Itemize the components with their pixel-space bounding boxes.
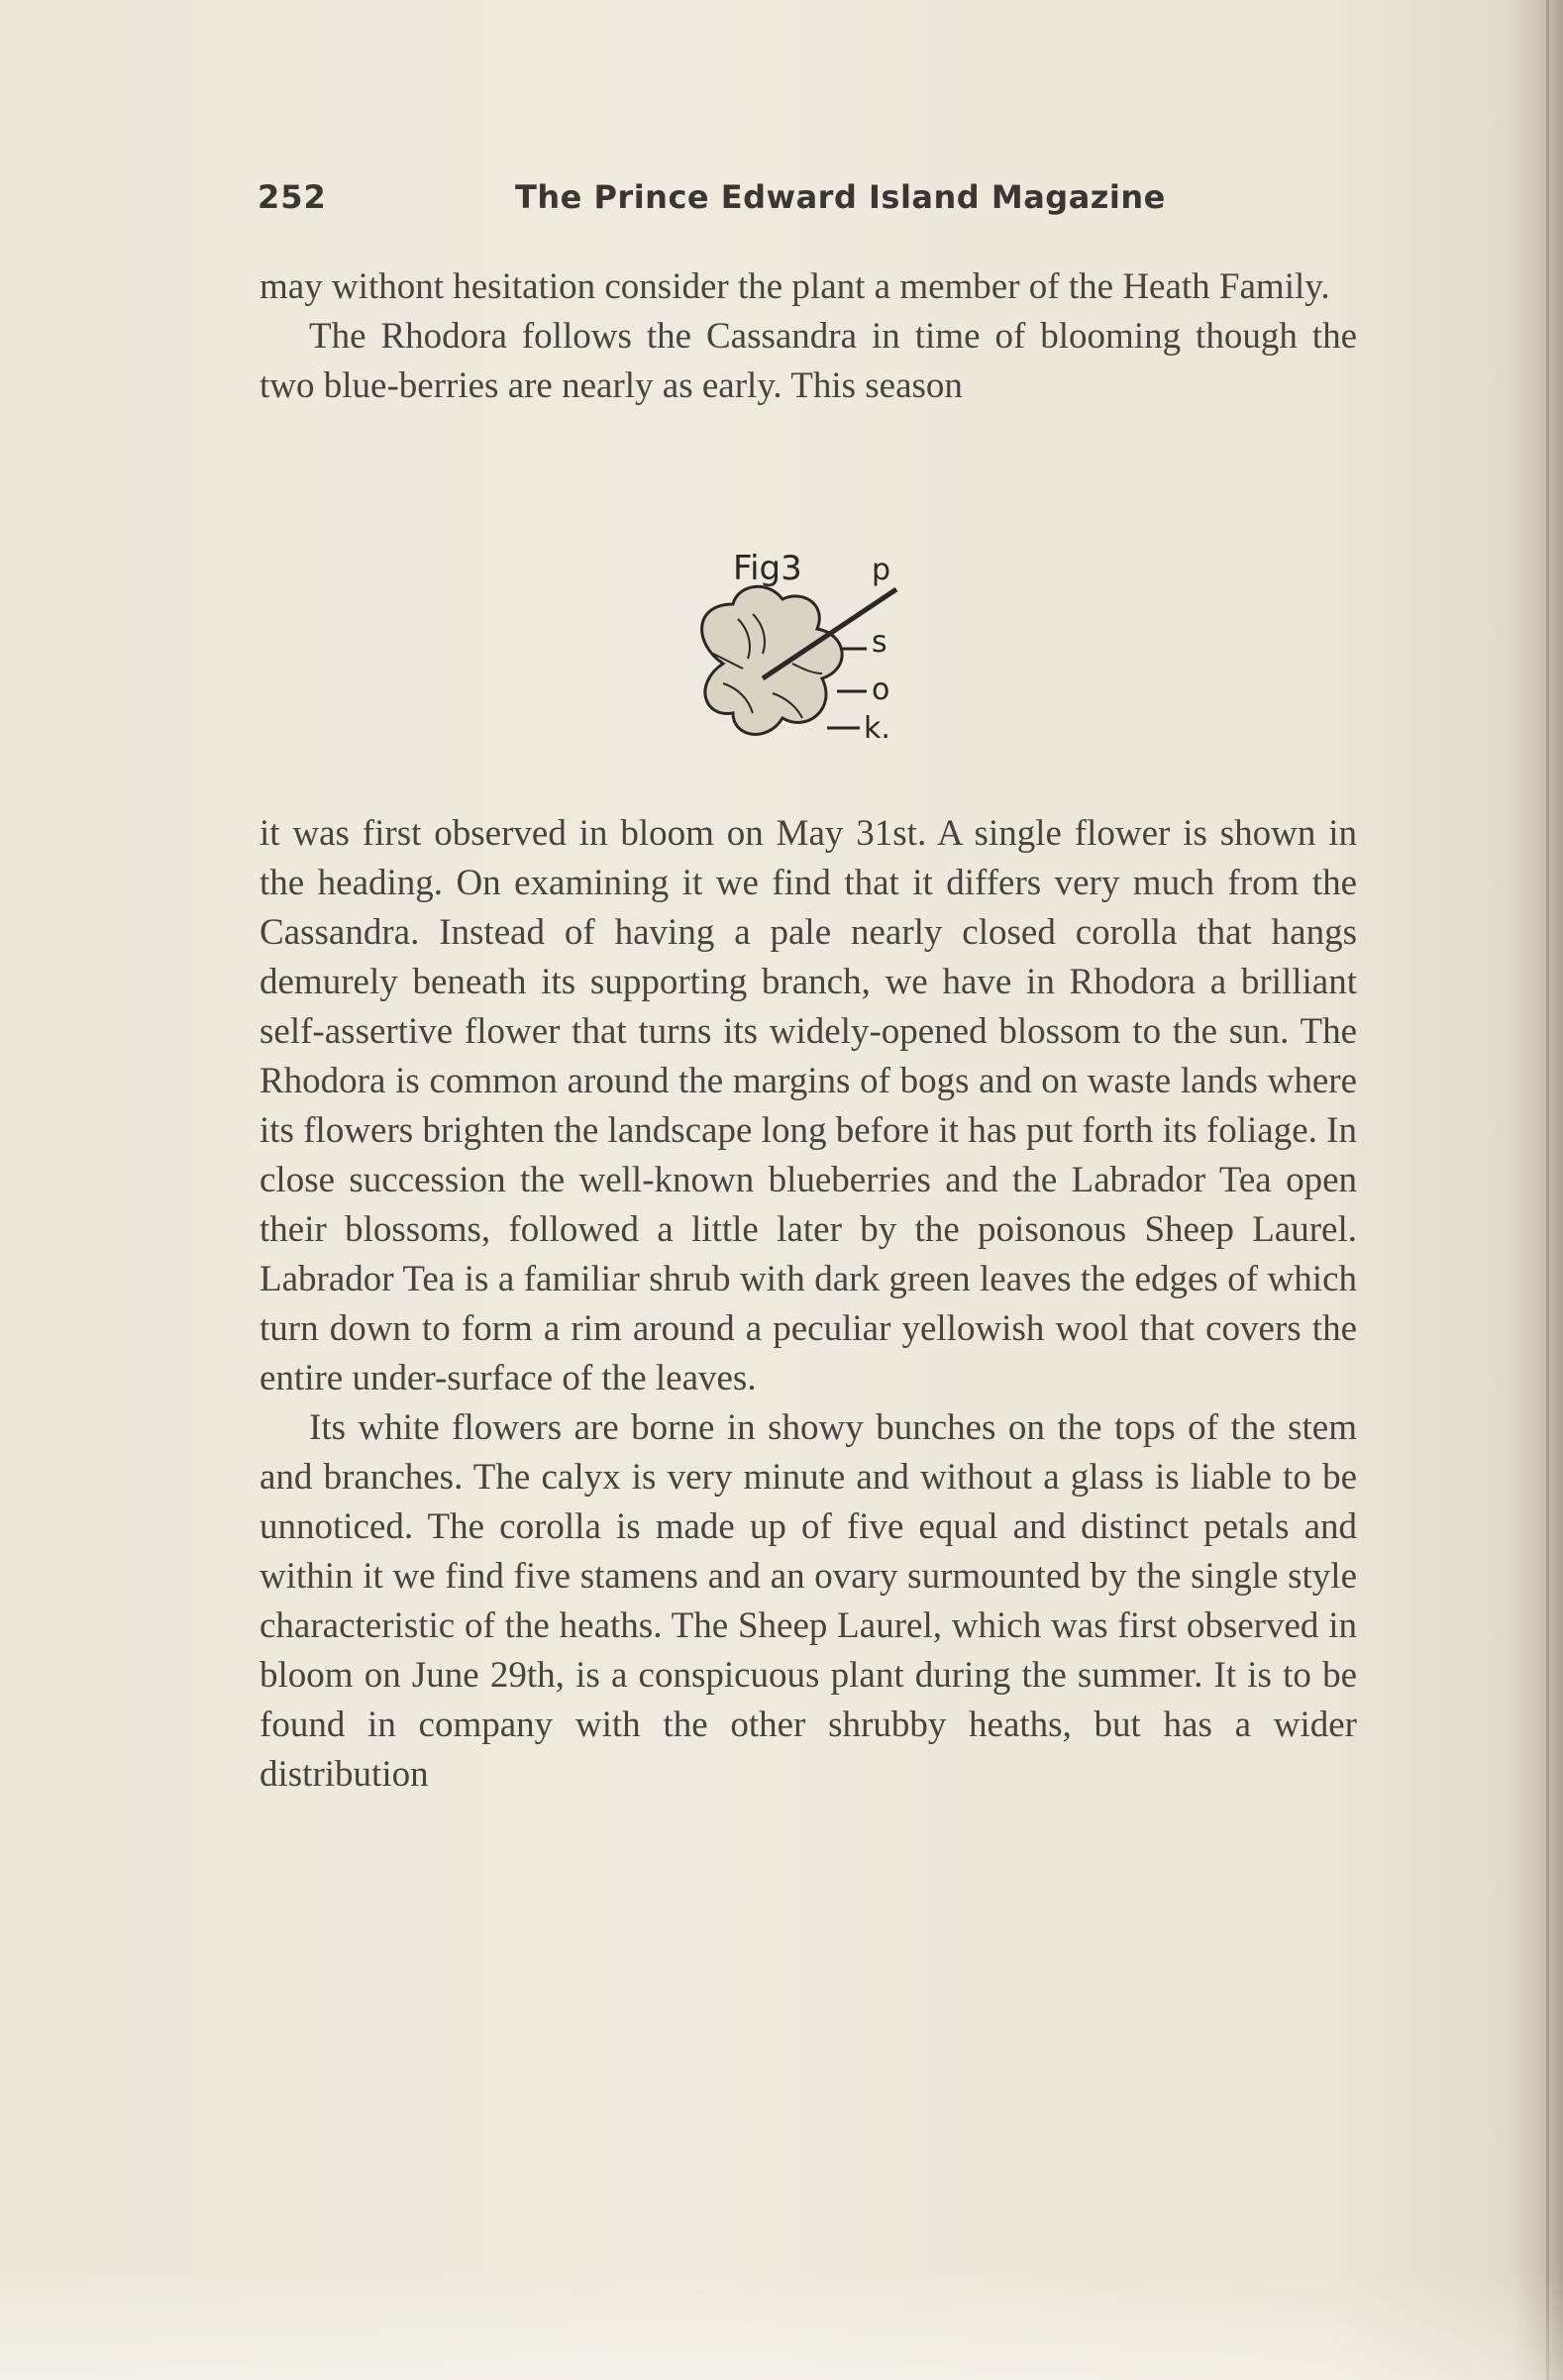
page-edge-shadow bbox=[1513, 0, 1563, 2380]
page-number: 252 bbox=[258, 178, 327, 216]
page-edge-line bbox=[1546, 0, 1549, 2380]
rhodora-flower-illustration bbox=[654, 535, 931, 773]
paragraph: Its white flowers are borne in showy bunches on the tops of the stem and branches. The calyx is very minute and without a glass is liable to be unnoticed. The corolla is made up of five equal and distinct petals and within it we find five stamens and an ovary surmounted by the single style characteristic of the heaths. The Sheep Laurel, which was first observed in bloom on June 29th, is a conspicuous plant during the summer. It is to be found in company with the other shrubby heaths, but has a wider distribution bbox=[260, 1407, 1357, 1795]
figure-label-o: o bbox=[872, 673, 890, 707]
paragraph: may withont hesitation consider the plant a member of the Heath Family. bbox=[260, 266, 1330, 307]
flower-petals bbox=[702, 586, 843, 734]
page-header bbox=[258, 178, 1357, 228]
text-block-bottom bbox=[260, 809, 1357, 1800]
paragraph: it was first observed in bloom on May 31st. A single flower is shown in the heading. On examining it we find that it differs very much from the Cassandra. Instead of having a pale nearly closed corolla that hangs demurely beneath its supporting branch, we have in Rhodora a brilliant self-assertive flower that turns its widely-opened blossom to the sun. The Rhodora is common around the margins of bogs and on waste lands where its flowers brighten the landscape long before it has put forth its foliage. In close succession the well-known blueberries and the Labrador Tea open their blossoms, followed a little later by the poisonous Sheep Laurel. Labrador Tea is a familiar shrub with dark green leaves the edges of which turn down to form a rim around a peculiar yellowish wool that covers the entire under-surface of the leaves. bbox=[260, 813, 1357, 1398]
figure-label-p: p bbox=[872, 553, 891, 587]
paragraph: The Rhodora follows the Cassandra in time of blooming though the two blue-berries are nearly as early. This season bbox=[260, 316, 1357, 406]
figure-label-k: k. bbox=[864, 711, 890, 746]
text-block-top bbox=[260, 262, 1357, 411]
page-bottom-fade bbox=[0, 2271, 1563, 2380]
figure-label-s: s bbox=[872, 625, 887, 660]
flower-figure bbox=[654, 535, 931, 773]
figure-caption: Fig3 bbox=[733, 549, 802, 588]
running-head: The Prince Edward Island Magazine bbox=[515, 178, 1166, 216]
